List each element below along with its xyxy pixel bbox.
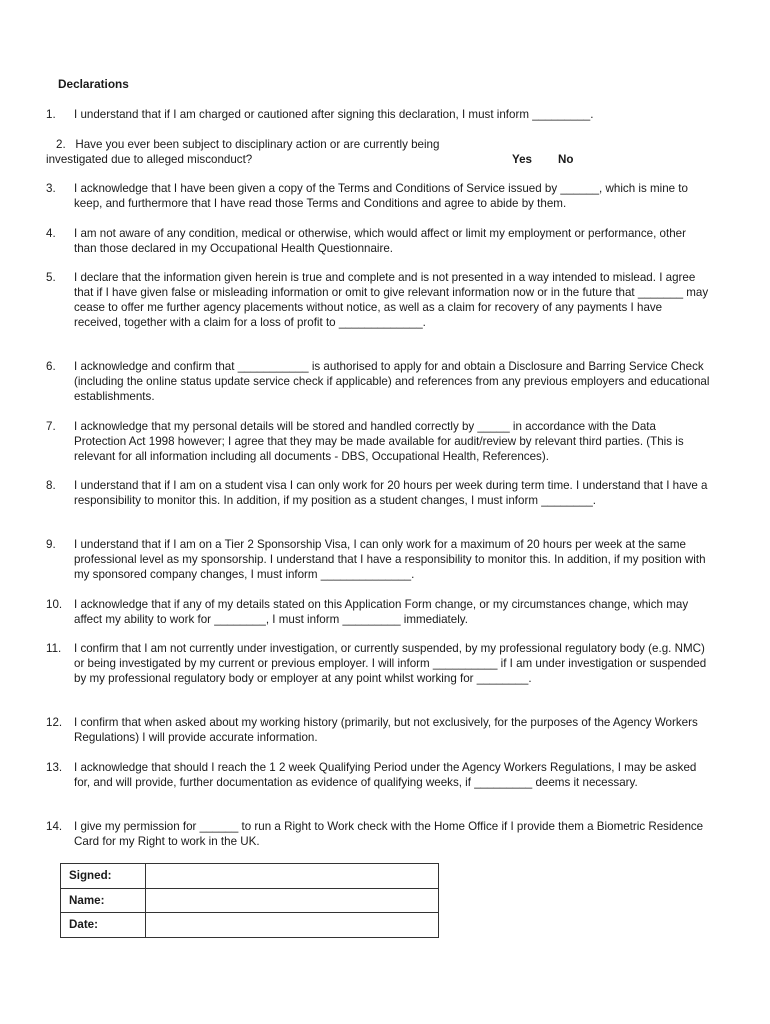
- item-number: 7.: [46, 420, 56, 433]
- item-text: I acknowledge and confirm that ___________ is authorised to apply for and obtain a Disclosure and Barring Service Check (including the online status update service check if applicable) and references from any previous employers and educational establishments.: [74, 360, 710, 403]
- item-text-line2: investigated due to alleged misconduct?: [46, 153, 253, 166]
- page-title: Declarations: [58, 77, 129, 91]
- signed-label: Signed:: [61, 864, 146, 889]
- declaration-item-3: [46, 181, 710, 211]
- item-text: I understand that if I am on a student visa I can only work for 20 hours per week during term time. I understand that I have a responsibility to monitor this. In addition, if my position as a student changes, I must inform ________.: [74, 479, 708, 507]
- no-option[interactable]: No: [558, 153, 574, 166]
- item-number: 10.: [46, 598, 63, 611]
- item-number: 12.: [46, 716, 63, 729]
- item-text: I give my permission for ______ to run a Right to Work check with the Home Office if I provide them a Biometric Residence Card for my Right to work in the UK.: [74, 820, 704, 848]
- declaration-item-14: [46, 819, 710, 849]
- item-text: I understand that if I am on a Tier 2 Sponsorship Visa, I can only work for a maximum of 20 hours per week at the same professional level as my sponsorship. I understand that I have a responsibility to monitor this. In addition, if my position with my sponsored company changes, I must inform ______________.: [74, 538, 706, 581]
- item-number: 9.: [46, 538, 56, 551]
- declaration-item-2: [46, 137, 710, 167]
- item-text-line1: Have you ever been subject to disciplinary action or are currently being: [75, 138, 440, 151]
- declaration-item-11: [46, 641, 710, 686]
- declaration-item-7: [46, 419, 710, 464]
- item-number: 2.: [56, 138, 66, 151]
- item-number: 11.: [46, 642, 62, 655]
- declaration-item-5: [46, 270, 710, 330]
- signed-field[interactable]: [146, 864, 439, 889]
- item-number: 8.: [46, 479, 56, 492]
- name-field[interactable]: [146, 888, 439, 913]
- declaration-item-8: [46, 478, 710, 508]
- yes-option[interactable]: Yes: [512, 153, 532, 166]
- declaration-item-12: [46, 715, 710, 745]
- signature-table: [60, 863, 439, 938]
- declaration-item-4: [46, 226, 710, 256]
- item-text: I acknowledge that I have been given a copy of the Terms and Conditions of Service issued by ______, which is mine to keep, and furthermore that I have read those Terms and Conditions and agree to abide by them.: [74, 182, 688, 210]
- declaration-item-10: [46, 597, 710, 627]
- item-number: 6.: [46, 360, 56, 373]
- declaration-item-6: [46, 359, 710, 404]
- declaration-item-1: [46, 107, 710, 122]
- signed-row: [61, 864, 439, 889]
- date-label: Date:: [61, 913, 146, 938]
- item-number: 1.: [46, 108, 56, 121]
- item-text: I am not aware of any condition, medical or otherwise, which would affect or limit my employment or performance, other than those declared in my Occupational Health Questionnaire.: [74, 227, 686, 255]
- date-row: [61, 913, 439, 938]
- item-number: 4.: [46, 227, 56, 240]
- item-number: 5.: [46, 271, 56, 284]
- item-number: 3.: [46, 182, 56, 195]
- name-label: Name:: [61, 888, 146, 913]
- item-text: I confirm that when asked about my working history (primarily, but not exclusively, for the purposes of the Agency Workers Regulations) I will provide accurate information.: [74, 716, 698, 744]
- declaration-item-9: [46, 537, 710, 582]
- item-text: I acknowledge that if any of my details stated on this Application Form change, or my circumstances change, which may affect my ability to work for ________, I must inform _________ immediately.: [74, 598, 689, 626]
- item-text: I declare that the information given herein is true and complete and is not presented in a way intended to mislead. I agree that if I have given false or misleading information or omit to give relevant information now or in the future that _______ may cease to offer me further agency placements without notice, as well as a claim for recovery of any payments I have received, together with a claim for a loss of profit to _____________.: [74, 271, 709, 329]
- item-text: I acknowledge that should I reach the 1 2 week Qualifying Period under the Agency Workers Regulations, I may be asked for, and will provide, further documentation as evidence of qualifying weeks, if _________ deems it necessary.: [74, 761, 697, 789]
- date-field[interactable]: [146, 913, 439, 938]
- declaration-item-13: [46, 760, 710, 790]
- item-text: I confirm that I am not currently under investigation, or currently suspended, by my professional regulatory body (e.g. NMC) or being investigated by my current or previous employer. I will inform __________ if I am under investigation or suspended by my professional regulatory body or employer at any point whilst working for ________.: [74, 642, 707, 685]
- item-text: I acknowledge that my personal details will be stored and handled correctly by _____ in accordance with the Data Protection Act 1998 however; I agree that they may be made available for audit/review by relevant third parties. (This is relevant for all information including all documents - DBS, Occupational Health, References).: [74, 420, 684, 463]
- item-text: I understand that if I am charged or cautioned after signing this declaration, I must inform _________.: [74, 108, 594, 121]
- item-number: 13.: [46, 761, 63, 774]
- item-number: 14.: [46, 820, 63, 833]
- name-row: [61, 888, 439, 913]
